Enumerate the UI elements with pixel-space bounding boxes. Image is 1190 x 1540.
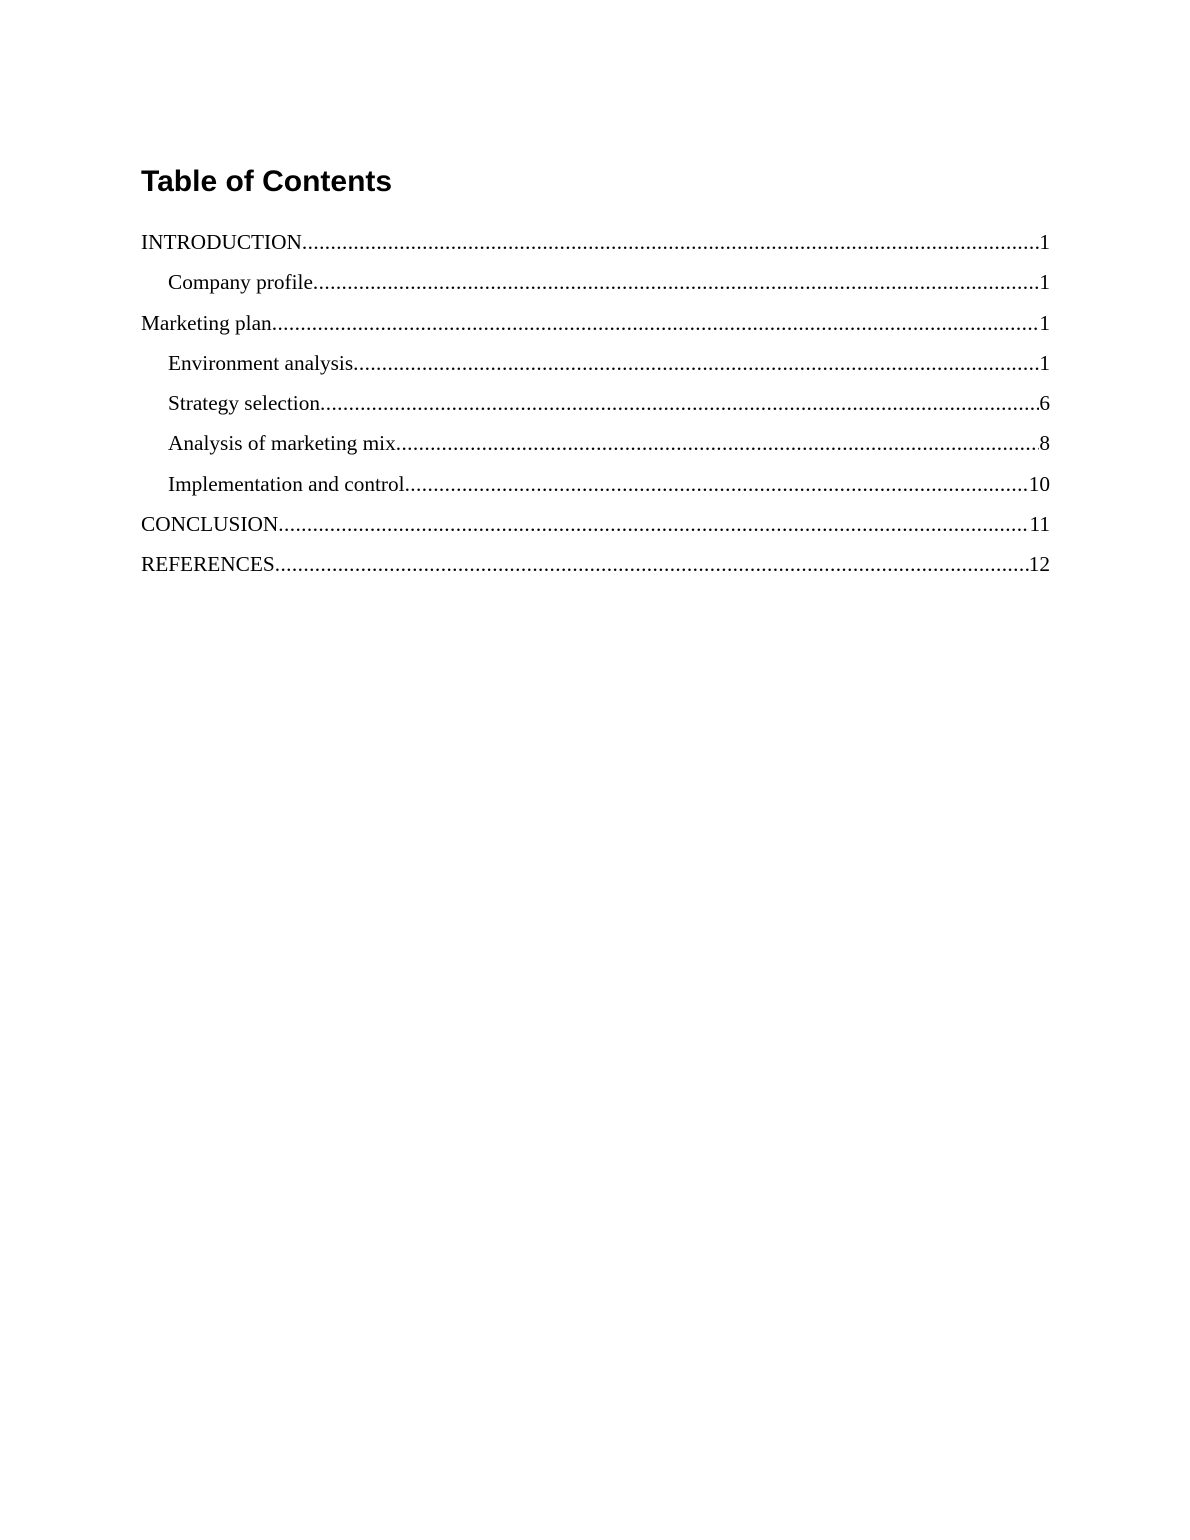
- toc-page-number: 10: [1028, 471, 1050, 496]
- toc-entry-marketing-plan[interactable]: [141, 303, 1050, 343]
- toc-entry-introduction[interactable]: [141, 222, 1050, 262]
- toc-page-number: 1: [1039, 310, 1050, 335]
- table-of-contents: [141, 222, 1050, 585]
- toc-dot-leader: [405, 464, 1029, 504]
- toc-page-number: 1: [1039, 270, 1050, 295]
- toc-entry-label: Marketing plan: [141, 310, 272, 335]
- toc-dot-leader: [302, 222, 1039, 262]
- toc-entry-company-profile[interactable]: [141, 262, 1050, 302]
- toc-dot-leader: [275, 544, 1029, 584]
- toc-page-number: 1: [1039, 350, 1050, 375]
- toc-entry-analysis-of-marketing-mix[interactable]: [141, 423, 1050, 463]
- toc-page-number: 1: [1039, 230, 1050, 254]
- toc-entry-references[interactable]: [141, 544, 1050, 584]
- toc-dot-leader: [320, 383, 1039, 423]
- toc-entry-label: INTRODUCTION: [141, 230, 302, 254]
- toc-page-number: 6: [1039, 391, 1050, 416]
- toc-page-number: 12: [1028, 552, 1050, 577]
- toc-entry-label: Analysis of marketing mix: [168, 431, 396, 456]
- toc-page-number: 11: [1029, 512, 1050, 537]
- toc-dot-leader: [353, 343, 1039, 383]
- toc-entry-label: Implementation and control: [168, 471, 405, 496]
- toc-entry-label: Strategy selection: [168, 391, 320, 416]
- toc-entry-implementation-and-control[interactable]: [141, 464, 1050, 504]
- toc-title: Table of Contents: [141, 165, 393, 198]
- toc-entry-label: Environment analysis: [168, 350, 354, 375]
- toc-dot-leader: [396, 423, 1040, 463]
- toc-page-number: 8: [1039, 431, 1050, 456]
- toc-entry-strategy-selection[interactable]: [141, 383, 1050, 423]
- toc-entry-environment-analysis[interactable]: [141, 343, 1050, 383]
- toc-entry-label: CONCLUSION: [141, 512, 279, 537]
- toc-dot-leader: [313, 262, 1039, 302]
- toc-entry-label: Company profile: [168, 270, 313, 295]
- toc-entry-label: REFERENCES: [141, 552, 275, 577]
- toc-entry-conclusion[interactable]: [141, 504, 1050, 544]
- toc-dot-leader: [272, 303, 1040, 343]
- toc-dot-leader: [278, 504, 1029, 544]
